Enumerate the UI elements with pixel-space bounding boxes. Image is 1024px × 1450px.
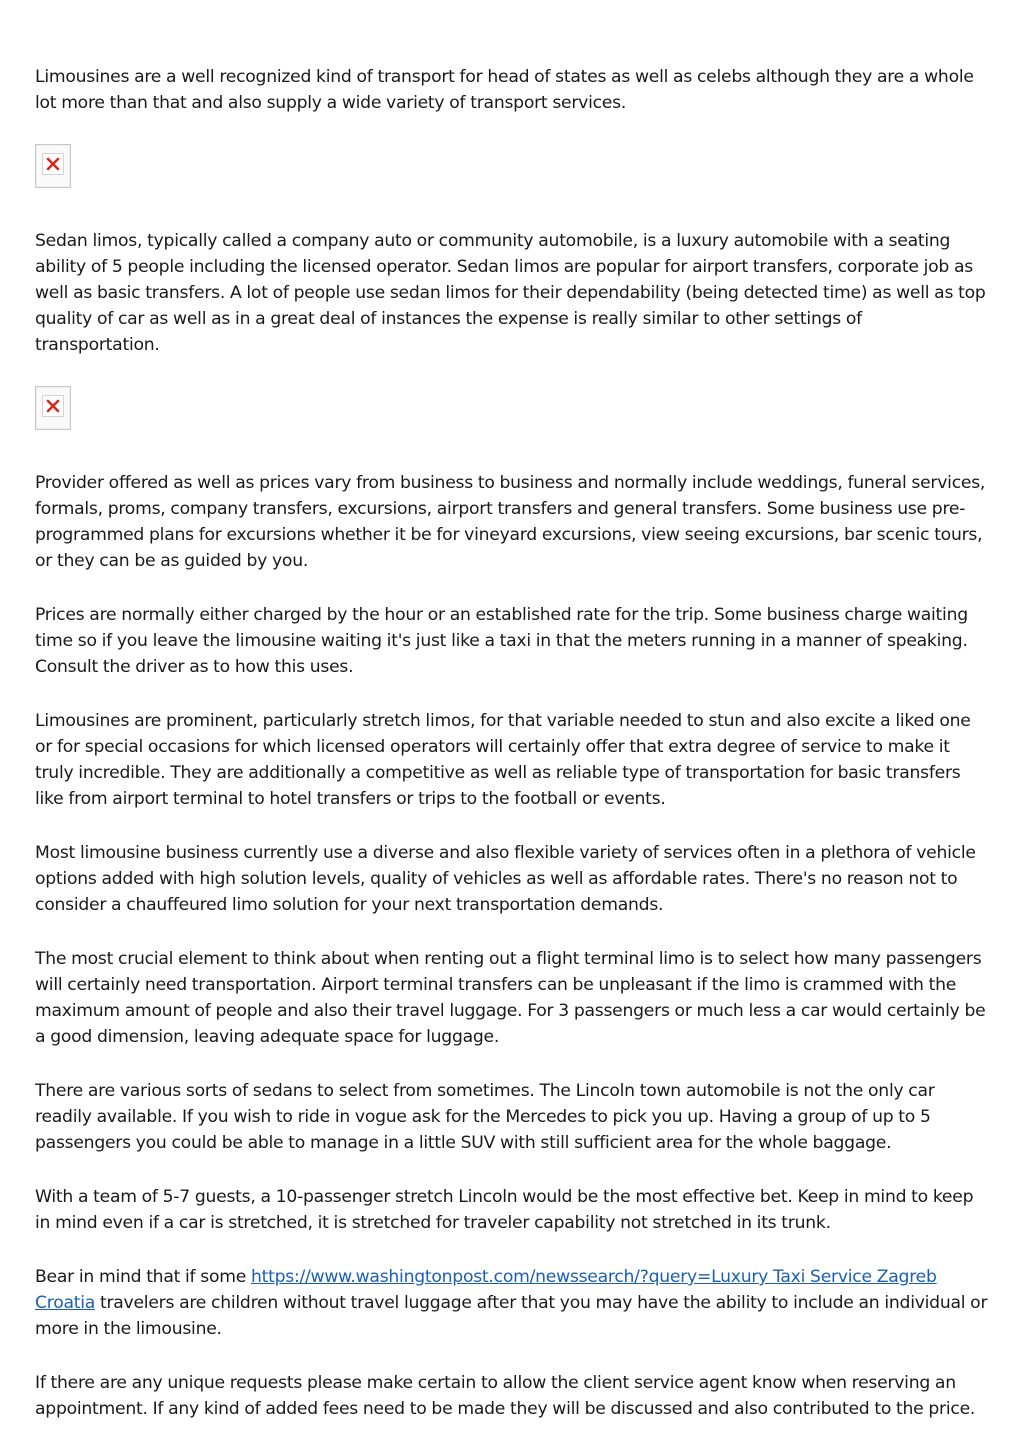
paragraph-2: Sedan limos, typically called a company auto or community automobile, is a luxury automobile with a seating ability of 5 people including the licensed operator. Sedan limos are popular for airport transfers, corporate job as well as basic transfers. A lot of people use sedan limos for their dependability (being detected time) as well as top quality of car as well as in a great deal of instances the expense is really similar to other settings of transportation. <box>35 231 986 355</box>
paragraph-9: With a team of 5-7 guests, a 10-passenger stretch Lincoln would be the most effective bet. Keep in mind to keep in mind even if a car is stretched, it is stretched for traveler capability not stretched in its trunk. <box>35 1187 974 1233</box>
paragraph-5: Limousines are prominent, particularly stretch limos, for that variable needed to stun and also excite a liked one or for special occasions for which licensed operators will certainly offer that extra degree of service to make it truly incredible. They are additionally a competitive as well as reliable type of transportation for basic transfers like from airport terminal to hotel transfers or trips to the football or events. <box>35 711 971 809</box>
paragraph-8: There are various sorts of sedans to select from sometimes. The Lincoln town automobile is not the only car readily available. If you wish to ride in vogue ask for the Mercedes to pick you up. Having a group of up to 5 passengers you could be able to manage in a little SUV with still sufficient area for the whole baggage. <box>35 1081 935 1153</box>
paragraph-4: Prices are normally either charged by the hour or an established rate for the trip. Some business charge waiting time so if you leave the limousine waiting it's just like a taxi in that the meters running in a manner of speaking. Consult the driver as to how this uses. <box>35 605 968 677</box>
broken-image-placeholder-2 <box>35 386 71 430</box>
paragraph-3: Provider offered as well as prices vary from business to business and normally include weddings, funeral services, formals, proms, company transfers, excursions, airport transfers and general transfers. Some business use pre-programmed plans for excursions whether it be for vineyard excursions, view seeing excursions, bar scenic tours, or they can be as guided by you. <box>35 473 986 571</box>
paragraph-10-text-before: Bear in mind that if some <box>35 1267 251 1287</box>
broken-image-icon <box>46 399 60 413</box>
washingtonpost-search-link[interactable]: https://www.washingtonpost.com/newssearch/?query=Luxury Taxi Service Zagreb Croatia <box>35 1267 937 1313</box>
paragraph-1: Limousines are a well recognized kind of transport for head of states as well as celebs although they are a whole lot more than that and also supply a wide variety of transport services. <box>35 67 974 113</box>
paragraph-11: If there are any unique requests please make certain to allow the client service agent know when reserving an appointment. If any kind of added fees need to be made they will be discussed and also contributed to the price. <box>35 1373 976 1419</box>
paragraph-10 <box>35 1264 990 1342</box>
broken-image-placeholder-1 <box>35 144 71 188</box>
article-body <box>35 64 990 1450</box>
broken-image-icon <box>46 157 60 171</box>
paragraph-7: The most crucial element to think about when renting out a flight terminal limo is to select how many passengers will certainly need transportation. Airport terminal transfers can be unpleasant if the limo is crammed with the maximum amount of people and also their travel luggage. For 3 passengers or much less a car would certainly be a good dimension, leaving adequate space for luggage. <box>35 949 986 1047</box>
paragraph-10-text-after: travelers are children without travel luggage after that you may have the ability to include an individual or more in the limousine. <box>35 1293 988 1339</box>
paragraph-6: Most limousine business currently use a diverse and also flexible variety of services often in a plethora of vehicle options added with high solution levels, quality of vehicles as well as affordable rates. There's no reason not to consider a chauffeured limo solution for your next transportation demands. <box>35 843 976 915</box>
